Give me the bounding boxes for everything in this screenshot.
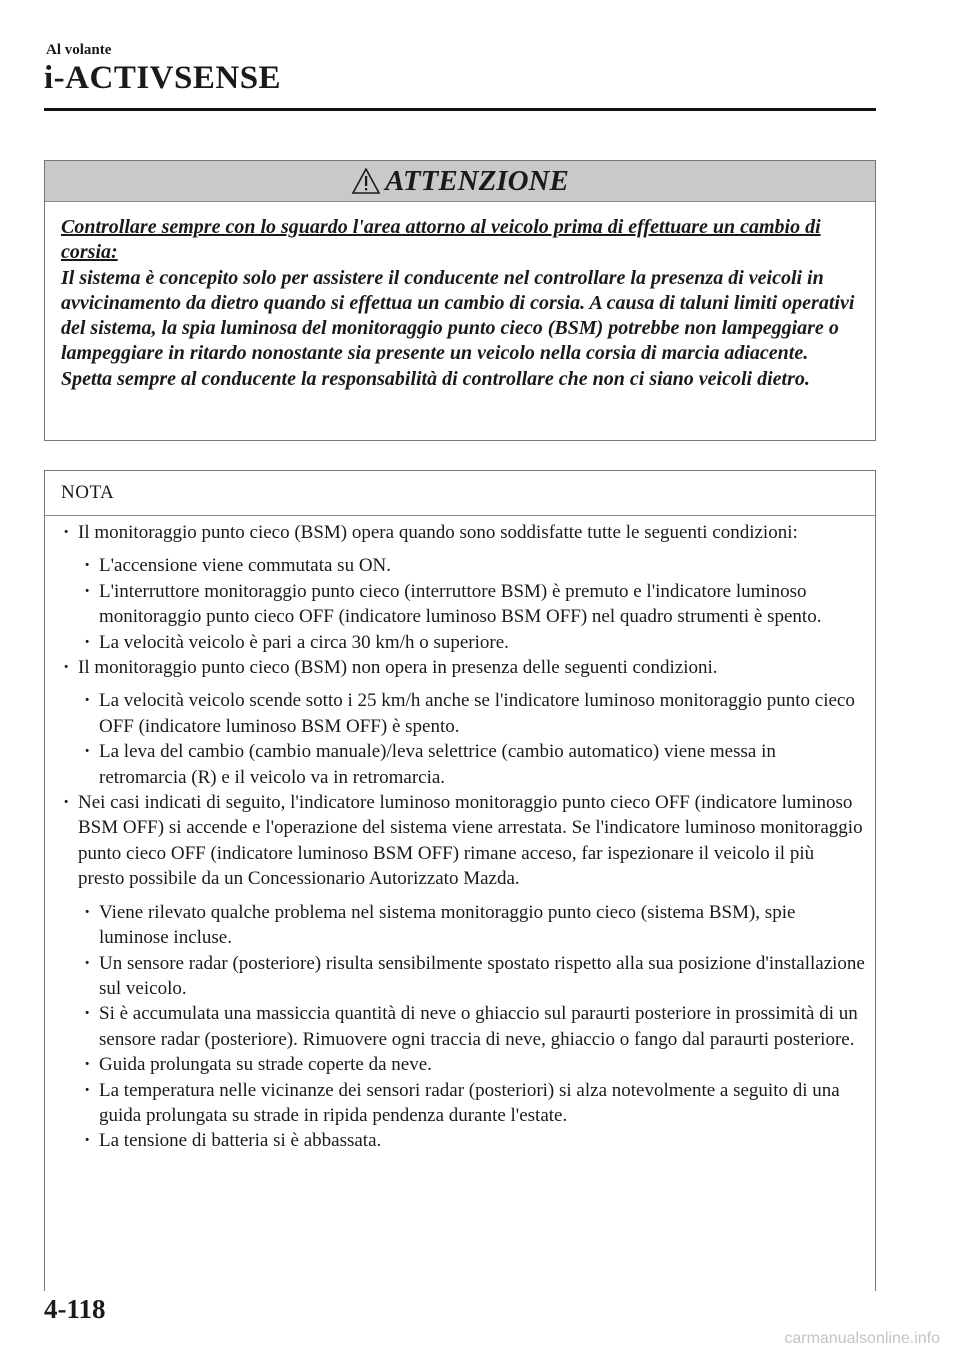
warning-header bbox=[45, 161, 875, 202]
note-item: · Nei casi indicati di seguito, l'indicatore luminoso monitoraggio punto cieco OFF (indicatore luminoso BSM OFF) si accende e l'operazione del sistema viene arrestata. Se l'indicatore luminoso monitoraggio punto cieco OFF (indicatore luminoso BSM OFF) rimane acceso, far ispezionare il veicolo il più presto possibile da un Concessionario Autorizzato Mazda. bbox=[59, 790, 865, 892]
warning-lead: Controllare sempre con lo sguardo l'area attorno al veicolo prima di effettuare un cambio di corsia: bbox=[61, 216, 821, 264]
warning-body bbox=[45, 202, 875, 392]
note-item: · Il monitoraggio punto cieco (BSM) non opera in presenza delle seguenti condizioni. bbox=[59, 655, 865, 680]
note-header bbox=[45, 471, 875, 516]
warning-text: Il sistema è concepito solo per assistere il conducente nel controllare la presenza di veicoli in avvicinamento da dietro quando si effettua un cambio di corsia. A causa di taluni limiti operativi del sistema, la spia luminosa del monitoraggio punto cieco (BSM) potrebbe non lampeggiare o lampeggiare in ritardo nonostante sia presente un veicolo nella corsia di marcia adiacente. Spetta sempre al conducente la responsabilità di controllare che non ci siano veicoli dietro. bbox=[61, 266, 855, 390]
note-subitem: · Viene rilevato qualche problema nel sistema monitoraggio punto cieco (sistema BSM), spie luminose incluse. bbox=[59, 900, 865, 951]
header-divider bbox=[44, 108, 876, 111]
watermark: carmanualsonline.info bbox=[784, 1330, 940, 1347]
warning-box bbox=[44, 160, 876, 441]
section-label: Al volante bbox=[46, 42, 112, 58]
note-box bbox=[44, 470, 876, 1291]
warning-title: ATTENZIONE bbox=[385, 164, 569, 197]
note-subitem: · L'accensione viene commutata su ON. bbox=[59, 553, 865, 578]
note-body bbox=[45, 516, 875, 1154]
note-subitem: · Guida prolungata su strade coperte da neve. bbox=[59, 1052, 865, 1077]
warning-triangle-icon bbox=[351, 167, 381, 195]
note-subitem: · Si è accumulata una massiccia quantità di neve o ghiaccio sul paraurti posteriore in prossimità di un sensore radar (posteriore). Rimuovere ogni traccia di neve, ghiaccio o fango dal paraurti posteriore. bbox=[59, 1001, 865, 1052]
note-subitem: · La leva del cambio (cambio manuale)/leva selettrice (cambio automatico) viene messa in retromarcia (R) e il veicolo va in retromarcia. bbox=[59, 739, 865, 790]
page-number: 4-118 bbox=[44, 1294, 106, 1324]
note-subitem: · La tensione di batteria si è abbassata. bbox=[59, 1128, 865, 1153]
chapter-title: i-ACTIVSENSE bbox=[44, 60, 282, 96]
note-subitem: · L'interruttore monitoraggio punto cieco (interruttore BSM) è premuto e l'indicatore luminoso monitoraggio punto cieco OFF (indicatore luminoso BSM OFF) nel quadro strumenti è spento. bbox=[59, 579, 865, 630]
note-subitem: · Un sensore radar (posteriore) risulta sensibilmente spostato rispetto alla sua posizione d'installazione sul veicolo. bbox=[59, 951, 865, 1002]
note-subitem: · La velocità veicolo è pari a circa 30 km/h o superiore. bbox=[59, 630, 865, 655]
note-subitem: · La temperatura nelle vicinanze dei sensori radar (posteriori) si alza notevolmente a seguito di una guida prolungata su strade in ripida pendenza durante l'estate. bbox=[59, 1078, 865, 1129]
note-item: · Il monitoraggio punto cieco (BSM) opera quando sono soddisfatte tutte le seguenti condizioni: bbox=[59, 520, 865, 545]
note-subitem: · La velocità veicolo scende sotto i 25 km/h anche se l'indicatore luminoso monitoraggio punto cieco OFF (indicatore luminoso BSM OFF) è spento. bbox=[59, 688, 865, 739]
note-title: NOTA bbox=[61, 482, 115, 503]
